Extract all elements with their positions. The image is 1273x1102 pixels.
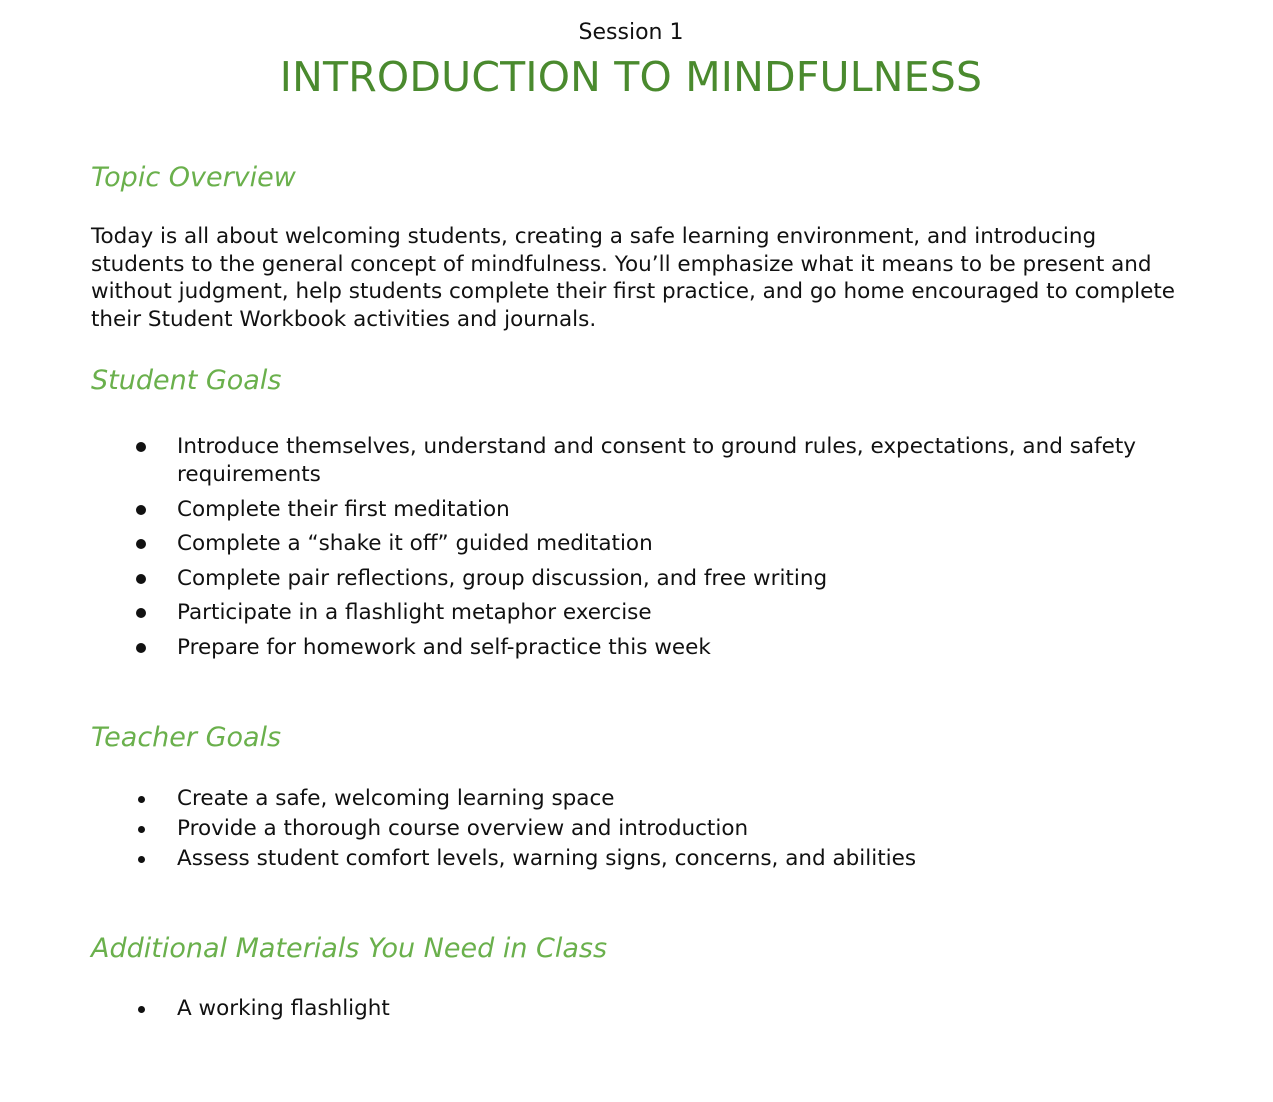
list-item (130, 634, 1140, 662)
list-item (130, 530, 1140, 558)
student-goals-heading: Student Goals (91, 365, 282, 396)
materials-heading: Additional Materials You Need in Class (91, 933, 608, 964)
list-item-text: Complete a “shake it off” guided meditation (177, 531, 653, 556)
list-item-text: Complete their first meditation (177, 496, 510, 522)
list-item-text: Assess student comfort levels, warning signs, concerns, and abilities (177, 846, 917, 871)
materials-list (130, 995, 1140, 1023)
bullet-icon (136, 574, 146, 584)
session-label: Session 1 (578, 20, 684, 45)
bullet-icon (138, 856, 145, 863)
list-item (130, 599, 1140, 627)
list-item-text: Introduce themselves, understand and consent to ground rules, expectations, and safety requirements (177, 434, 1137, 487)
bullet-icon (138, 796, 145, 803)
list-item-text: Create a safe, welcoming learning space (177, 786, 615, 811)
topic-overview-heading: Topic Overview (91, 162, 296, 193)
page-title: INTRODUCTION TO MINDFULNESS (279, 53, 983, 101)
bullet-icon (136, 539, 146, 549)
list-item (130, 845, 1140, 873)
list-item-text: Provide a thorough course overview and introduction (177, 816, 749, 841)
list-item (130, 815, 1140, 843)
topic-overview-paragraph: Today is all about welcoming students, creating a safe learning environment, and introducing students to the general concept of mindfulness. You’ll emphasize what it means to be present and without judgment, help students complete their first practice, and go home encouraged to complete their Student Workbook activities and journals. (91, 224, 1175, 332)
bullet-icon (138, 826, 145, 833)
list-item (130, 433, 1140, 489)
bullet-icon (136, 505, 146, 515)
list-item-text: Prepare for homework and self-practice this week (177, 634, 711, 660)
bullet-icon (136, 442, 146, 452)
list-item-text: Complete pair reflections, group discussion, and free writing (177, 565, 828, 591)
list-item (130, 785, 1140, 813)
list-item-text: Participate in a flashlight metaphor exercise (177, 600, 652, 625)
teacher-goals-list (130, 785, 1140, 875)
list-item (130, 995, 1140, 1023)
bullet-icon (136, 643, 146, 653)
teacher-goals-heading: Teacher Goals (91, 722, 282, 753)
list-item (130, 496, 1140, 524)
student-goals-list (130, 433, 1140, 668)
list-item-text: A working flashlight (177, 996, 390, 1021)
bullet-icon (136, 608, 146, 618)
list-item (130, 565, 1140, 593)
bullet-icon (138, 1006, 145, 1013)
